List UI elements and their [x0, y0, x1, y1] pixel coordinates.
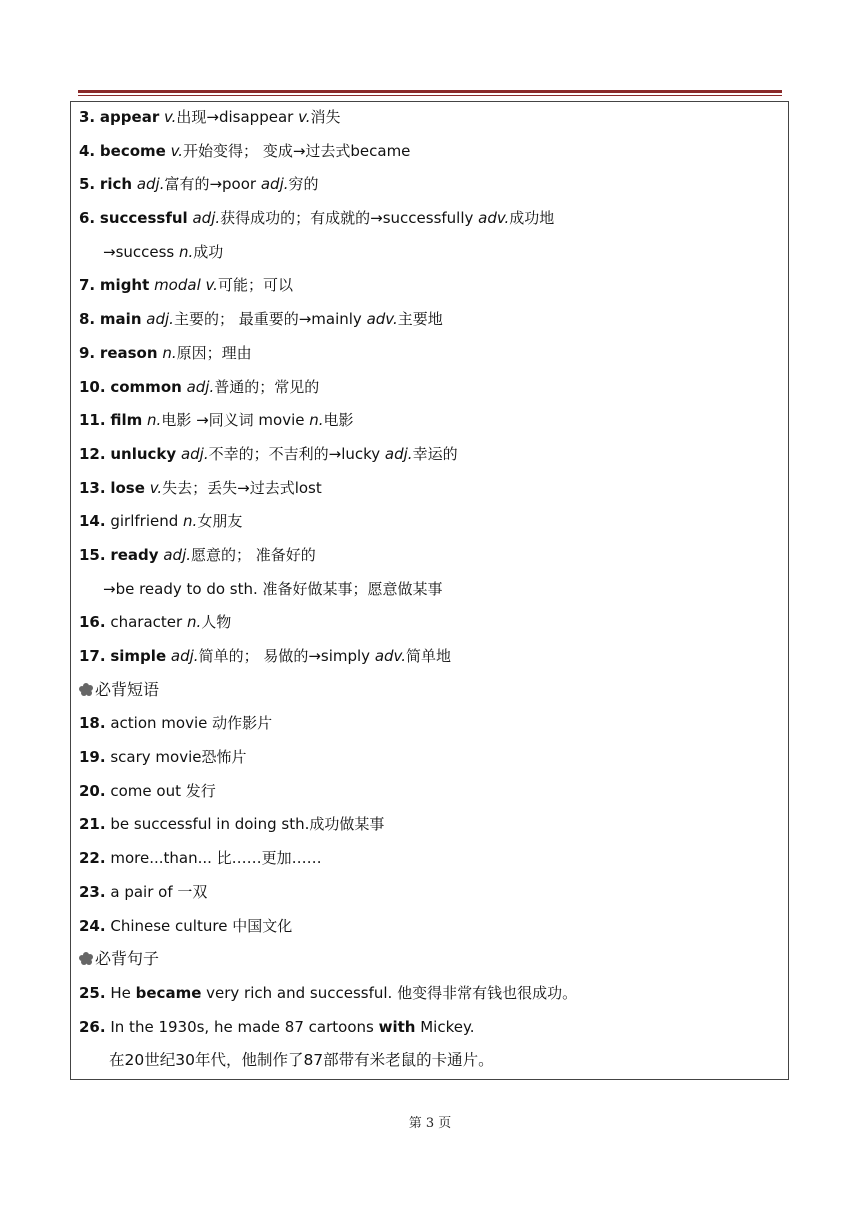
part-of-speech: n. — [179, 242, 194, 261]
part-of-speech: n. — [147, 411, 162, 430]
part-of-speech: adj. — [186, 377, 215, 396]
vocab-item — [79, 306, 780, 340]
item-number: 3. — [79, 108, 96, 126]
part-of-speech: adv. — [478, 209, 510, 228]
vocab-item — [79, 138, 780, 172]
part-of-speech: n. — [183, 512, 198, 531]
item-number: 13. — [79, 478, 106, 497]
item-number: 12. — [79, 444, 106, 463]
meaning: 主要的； 最重要的→mainly — [173, 310, 367, 329]
headword: main — [99, 310, 142, 329]
phrase-text: come out 发行 — [110, 781, 216, 800]
item-number: 14. — [79, 512, 106, 531]
part-of-speech: v. — [298, 108, 311, 126]
headword: unlucky — [110, 444, 177, 463]
sentence-translation — [79, 1047, 780, 1081]
vocab-item — [79, 609, 780, 643]
part-of-speech: n. — [186, 613, 202, 632]
part-of-speech: adj. — [163, 545, 192, 564]
item-number: 15. — [79, 545, 106, 564]
meaning: 人物 — [201, 613, 232, 632]
flower-bullet-icon — [79, 952, 94, 966]
meaning: 简单地 — [405, 647, 451, 665]
headword: appear — [99, 108, 160, 126]
phrase-item — [79, 845, 780, 879]
section-title: 必背句子 — [95, 949, 160, 969]
meaning: 获得成功的；有成就的→successfully — [220, 209, 479, 228]
meaning: 可能；可以 — [217, 276, 293, 295]
meaning: 女朋友 — [197, 512, 243, 531]
item-number: 6. — [79, 209, 96, 228]
item-number: 19. — [79, 748, 106, 767]
vocab-item — [79, 272, 780, 306]
item-number: 18. — [79, 714, 106, 733]
part-of-speech: n. — [162, 343, 177, 362]
phrase-text: Chinese culture 中国文化 — [110, 916, 293, 935]
item-number: 16. — [79, 613, 106, 632]
sentence-item — [79, 980, 780, 1014]
item-number: 7. — [79, 276, 96, 295]
sentence-keyword: with — [378, 1017, 416, 1036]
meaning: 愿意的； 准备好的 — [191, 545, 316, 564]
meaning: 出现→disappear — [176, 108, 299, 126]
section-heading-sentences — [79, 946, 780, 980]
meaning: 不幸的；不吉利的→lucky — [208, 444, 385, 463]
headword: film — [110, 411, 143, 430]
sentence-text: In the 1930s, he made 87 cartoons — [110, 1017, 379, 1036]
item-number: 11. — [79, 411, 106, 430]
meaning: 成功地 — [509, 209, 555, 228]
item-number: 5. — [79, 175, 96, 194]
item-number: 25. — [79, 983, 106, 1002]
phrase-text: a pair of 一双 — [110, 882, 208, 901]
phrase-item — [79, 913, 780, 947]
part-of-speech: v. — [149, 478, 163, 497]
meaning: 开始变得； 变成→过去式became — [183, 141, 411, 160]
meaning: 消失 — [310, 108, 341, 126]
meaning: 富有的→poor — [164, 175, 261, 194]
headword: rich — [99, 175, 133, 194]
vocab-item — [79, 475, 780, 509]
item-number: 26. — [79, 1017, 106, 1036]
meaning: 穷的 — [288, 175, 319, 194]
footer-prefix: 第 — [408, 1116, 422, 1131]
headword: lose — [110, 478, 145, 497]
sentence-text: very rich and successful. 他变得非常有钱也很成功。 — [201, 983, 578, 1002]
item-number: 20. — [79, 781, 106, 800]
phrase-text: more...than... 比……更加…… — [110, 849, 322, 868]
headword: reason — [99, 343, 158, 362]
phrase-text: be successful in doing sth.成功做某事 — [110, 815, 385, 834]
translation-text: 在20世纪30年代，他制作了87部带有米老鼠的卡通片。 — [109, 1051, 494, 1070]
header-rule — [78, 90, 782, 93]
vocab-item — [79, 205, 780, 239]
meaning: 幸运的 — [412, 444, 458, 463]
meaning: 普通的；常见的 — [214, 377, 320, 396]
part-of-speech: adj. — [384, 444, 413, 463]
phrase-item — [79, 778, 780, 812]
vocab-item — [79, 441, 780, 475]
vocabulary-box — [70, 101, 789, 1080]
sentence-text: Mickey. — [415, 1017, 475, 1036]
item-number: 22. — [79, 849, 106, 868]
vocab-continuation — [79, 576, 780, 610]
part-of-speech: v. — [164, 108, 177, 126]
section-heading-phrases — [79, 677, 780, 711]
part-of-speech: n. — [309, 411, 324, 430]
headword: ready — [110, 545, 159, 564]
vocab-item — [79, 407, 780, 441]
part-of-speech: adv. — [374, 647, 406, 665]
related-word: →success — [103, 242, 180, 261]
part-of-speech: adj. — [260, 175, 289, 194]
header-rule-thin — [78, 95, 782, 96]
item-number: 23. — [79, 882, 106, 901]
headword: simple — [110, 647, 167, 665]
vocab-item — [79, 374, 780, 408]
vocab-continuation — [79, 239, 780, 273]
vocab-item — [79, 340, 780, 374]
vocab-item — [79, 104, 780, 138]
item-number: 9. — [79, 343, 96, 362]
phrase-text: action movie 动作影片 — [110, 714, 273, 733]
vocab-item — [79, 171, 780, 205]
part-of-speech: adv. — [366, 310, 398, 329]
section-title: 必背短语 — [95, 679, 160, 699]
headword: common — [110, 377, 182, 396]
item-number: 17. — [79, 647, 106, 665]
part-of-speech: adj. — [170, 647, 199, 665]
meaning: 电影 →同义词 movie — [161, 411, 310, 430]
phrase-item — [79, 879, 780, 913]
phrase-item — [79, 744, 780, 778]
headword: successful — [99, 209, 188, 228]
footer-suffix: 页 — [438, 1116, 452, 1131]
vocab-item — [79, 508, 780, 542]
part-of-speech: adj. — [192, 209, 221, 228]
sentence-text: He — [110, 983, 136, 1002]
meaning: 失去；丢失→过去式lost — [162, 478, 322, 497]
item-number: 21. — [79, 815, 106, 834]
part-of-speech: adj. — [146, 310, 174, 329]
phrase-item — [79, 811, 780, 845]
item-number: 24. — [79, 916, 106, 935]
meaning: 简单的； 易做的→simply — [198, 647, 375, 665]
phrase-item — [79, 710, 780, 744]
vocab-item — [79, 542, 780, 576]
meaning: 电影 — [323, 411, 354, 430]
sentence-keyword: became — [135, 983, 202, 1002]
vocab-item — [79, 643, 780, 677]
part-of-speech: v. — [170, 141, 184, 160]
related-word: →be ready to do sth. 准备好做某事；愿意做某事 — [103, 579, 443, 598]
flower-bullet-icon — [79, 683, 94, 697]
meaning: 原因；理由 — [176, 343, 252, 362]
headword: become — [99, 141, 166, 160]
part-of-speech: adj. — [180, 444, 209, 463]
item-number: 8. — [79, 310, 96, 329]
meaning: 成功 — [193, 242, 224, 261]
part-of-speech: modal v. — [154, 276, 218, 295]
meaning: 主要地 — [397, 310, 443, 329]
part-of-speech: adj. — [136, 175, 165, 194]
headword: might — [99, 276, 150, 295]
page-number: 3 — [425, 1116, 435, 1131]
headword: girlfriend — [110, 512, 184, 531]
phrase-text: scary movie恐怖片 — [110, 748, 247, 767]
item-number: 10. — [79, 377, 106, 396]
sentence-item — [79, 1014, 780, 1048]
page-footer — [0, 1112, 860, 1131]
headword: character — [110, 613, 187, 632]
vocabulary-lines — [79, 104, 780, 1081]
item-number: 4. — [79, 141, 96, 160]
